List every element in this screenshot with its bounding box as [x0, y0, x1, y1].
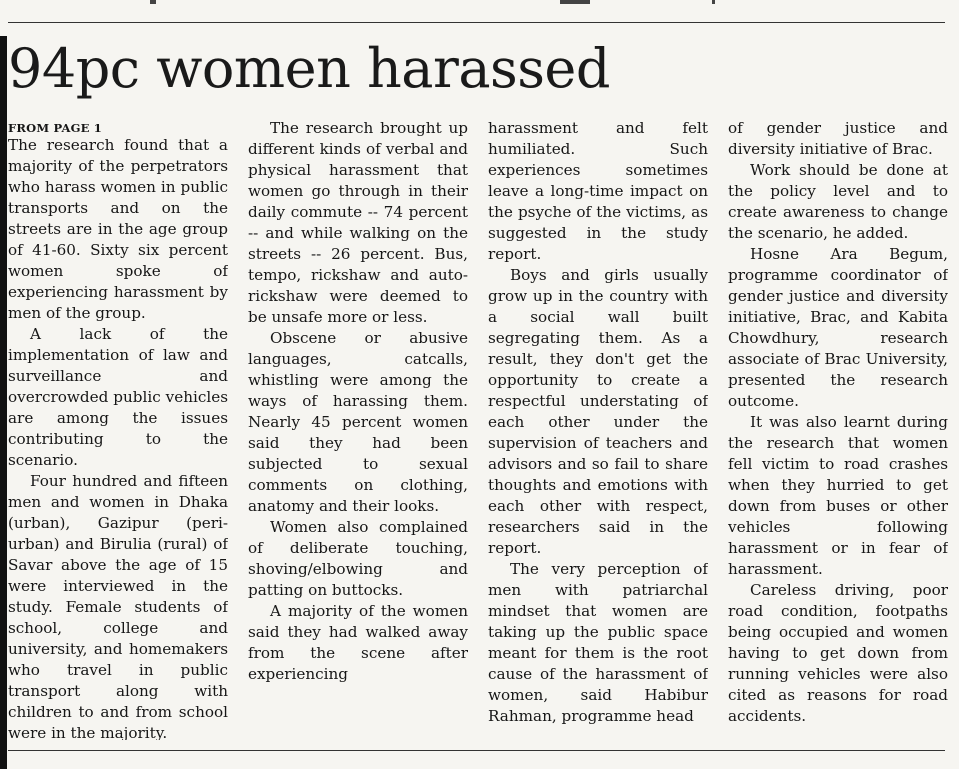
article-column-2	[248, 118, 468, 740]
page-left-edge	[0, 36, 7, 769]
paragraph: Hosne Ara Begum, programme coordinator of gender justice and diversity initiative, Brac, and Kabita Chowdhury, research associate of Brac University, presented the research outcome.	[728, 245, 948, 410]
article-column-1	[8, 118, 228, 740]
paragraph: harassment and felt humiliated. Such experiences sometimes leave a long-time impact on the psyche of the victims, as suggested in the study report.	[488, 119, 708, 263]
paragraph: A lack of the implementation of law and surveillance and overcrowded public vehicles are among the issues contributing to the scenario.	[8, 325, 228, 469]
paragraph: The very perception of men with patriarchal mindset that women are taking up the public space meant for them is the root cause of the harassment of women, said Habibur Rahman, programme head	[488, 560, 708, 725]
paragraph: A majority of the women said they had walked away from the scene after experiencing	[248, 602, 468, 683]
article-headline: 94pc women harassed	[8, 37, 610, 100]
paragraph: Four hundred and fifteen men and women in Dhaka (urban), Gazipur (peri-urban) and Birulia (rural) of Savar above the age of 15 were interviewed in the study. Female students of school, college and university, and homemakers who travel in public transport along with children to and from school were in the majority.	[8, 472, 228, 740]
previous-article-remnant	[150, 0, 156, 4]
article-column-3	[488, 118, 708, 740]
continuation-kicker: FROM PAGE 1	[8, 121, 102, 135]
paragraph: Women also complained of deliberate touching, shoving/elbowing and patting on buttocks.	[248, 518, 468, 599]
previous-article-remnant	[712, 0, 715, 4]
article-column-4	[728, 118, 948, 740]
bottom-divider	[8, 750, 945, 751]
paragraph: Obscene or abusive languages, catcalls, whistling were among the ways of harassing them. Nearly 45 percent women said they had been subjected to sexual comments on clothing, anatomy and their looks.	[248, 329, 468, 515]
paragraph: Careless driving, poor road condition, footpaths being occupied and women having to get down from running vehicles were also cited as reasons for road accidents.	[728, 581, 948, 725]
previous-article-remnant	[560, 0, 590, 4]
paragraph: It was also learnt during the research that women fell victim to road crashes when they hurried to get down from buses or other vehicles following harassment or in fear of harassment.	[728, 413, 948, 578]
paragraph: Work should be done at the policy level and to create awareness to change the scenario, he added.	[728, 161, 948, 242]
paragraph: The research brought up different kinds of verbal and physical harassment that women go through in their daily commute -- 74 percent -- and while walking on the streets -- 26 percent. Bus, tempo, rickshaw and auto-rickshaw were deemed to be unsafe more or less.	[248, 119, 468, 326]
paragraph: Boys and girls usually grow up in the country with a social wall built segregating them. As a result, they don't get the opportunity to create a respectful understating of each other under the supervision of teachers and advisors and so fail to share thoughts and emotions with each other with respect, researchers said in the report.	[488, 266, 708, 557]
paragraph: The research found that a majority of the perpetrators who harass women in public transports and on the streets are in the age group of 41-60. Sixty six percent women spoke of experiencing harassment by men of the group.	[8, 136, 228, 322]
paragraph: of gender justice and diversity initiative of Brac.	[728, 119, 948, 158]
top-divider	[8, 22, 945, 23]
